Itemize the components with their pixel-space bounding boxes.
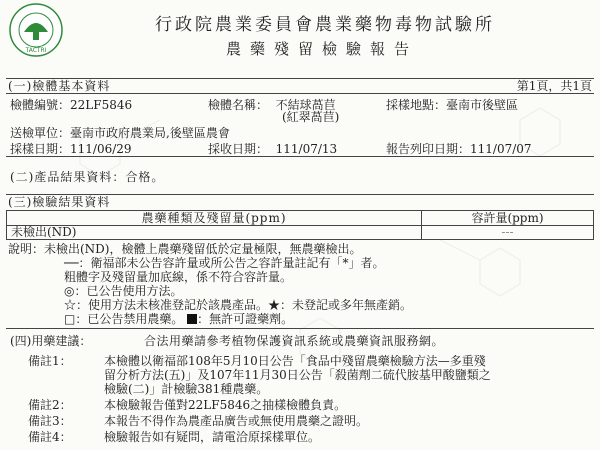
remark-1-line-2: 留分析方法(五)」及107年11月30日公告「殺菌劑二硫代胺基甲酸鹽類之	[104, 368, 491, 382]
col-tolerance-header: 容許量(ppm)	[471, 211, 544, 225]
divider	[6, 328, 594, 329]
sampling-date: 111/06/29	[70, 142, 132, 156]
received-date-label: 採收日期：	[208, 142, 269, 156]
note-line-4: ◎：已公告使用方法。	[64, 284, 183, 298]
remark-1-line-1: 本檢體以衛福部108年5月10日公告「食品中殘留農藥檢驗方法—多重殘	[104, 354, 486, 368]
sample-name-label: 檢體名稱：	[208, 98, 269, 112]
remark-1-label: 備註1：	[28, 354, 72, 368]
sample-name: 不結球萵苣	[275, 98, 336, 112]
section4-label: (四)用藥建議：	[10, 334, 92, 348]
received-date-row	[208, 140, 337, 157]
section3-label: (三)檢驗結果資料	[8, 195, 111, 209]
divider	[6, 156, 594, 157]
note-line-6	[64, 312, 293, 326]
cell-result: 未檢出(ND)	[11, 225, 77, 239]
report-title: 農藥殘留檢驗報告	[225, 40, 418, 58]
print-date-row	[386, 140, 532, 157]
note-banned: □：已公告禁用農藥。	[64, 312, 184, 326]
sample-no-label: 檢體編號：	[10, 98, 71, 112]
sampling-date-row	[10, 140, 132, 157]
sender: 臺南市政府農業局,後壁區農會	[70, 126, 230, 140]
org-name: 行政院農業委員會農業藥物毒物試驗所	[155, 15, 495, 35]
logo-text: TACTRI	[25, 47, 47, 54]
cell-tolerance: ---	[501, 225, 514, 239]
sender-label: 送檢單位：	[10, 126, 71, 140]
note-line-1: 說明：未檢出(ND)，檢體上農藥殘留低於定量極限，無農藥檢出。	[8, 242, 362, 256]
remark-4-label: 備註4：	[28, 430, 72, 444]
black-square-icon	[187, 314, 197, 324]
remark-2-line-1: 本檢驗報告僅對22LF5846之抽樣檢體負責。	[104, 398, 347, 412]
location: 臺南市後壁區	[446, 98, 519, 112]
remark-2-label: 備註2：	[28, 398, 72, 412]
section3-bar	[6, 194, 594, 209]
print-date-label: 報告列印日期：	[386, 142, 471, 156]
section4-text: 合法用藥請參考植物保護資訊系統或農藥資訊服務網。	[144, 334, 445, 348]
sender-row	[10, 124, 230, 141]
location-row	[386, 96, 518, 113]
note-unlicensed: ：無許可證藥劑。	[197, 312, 294, 326]
remark-3-label: 備註3：	[28, 414, 72, 428]
product-result: (二)產品結果資料：合格。	[10, 170, 165, 184]
remark-1-line-3: 檢驗(二)」計檢驗381種農藥。	[104, 382, 269, 396]
sample-no-row	[10, 96, 132, 113]
sample-name-sub: (紅翠萵苣)	[282, 110, 340, 124]
sampling-date-label: 採樣日期：	[10, 142, 71, 156]
result-table	[6, 210, 594, 240]
print-date: 111/07/07	[470, 142, 532, 156]
section1-label: (一)檢體基本資料	[8, 79, 111, 93]
note-line-2: ──：衛福部未公告容許量或所公告之容許量註記有「*」者。	[64, 256, 385, 270]
col-pesticide-header: 農藥種類及殘留量(ppm)	[141, 211, 287, 225]
remark-4-line-1: 檢驗報告如有疑問，請電洽原採樣單位。	[104, 430, 321, 444]
page-number: 第1頁，共1頁	[516, 79, 592, 93]
remark-3-line-1: 本報告不得作為農產品廣告或無使用農藥之證明。	[104, 414, 369, 428]
sample-no: 22LF5846	[70, 98, 133, 112]
section1-bar	[6, 78, 594, 94]
note-line-3: 粗體字及殘留量加底線，係不符合容許量。	[64, 270, 293, 284]
location-label: 採樣地點：	[386, 98, 447, 112]
received-date: 111/07/13	[275, 142, 338, 156]
note-line-5: ☆：使用方法未核准登記於該農產品。★：未登記或多年無產銷。	[64, 298, 413, 312]
